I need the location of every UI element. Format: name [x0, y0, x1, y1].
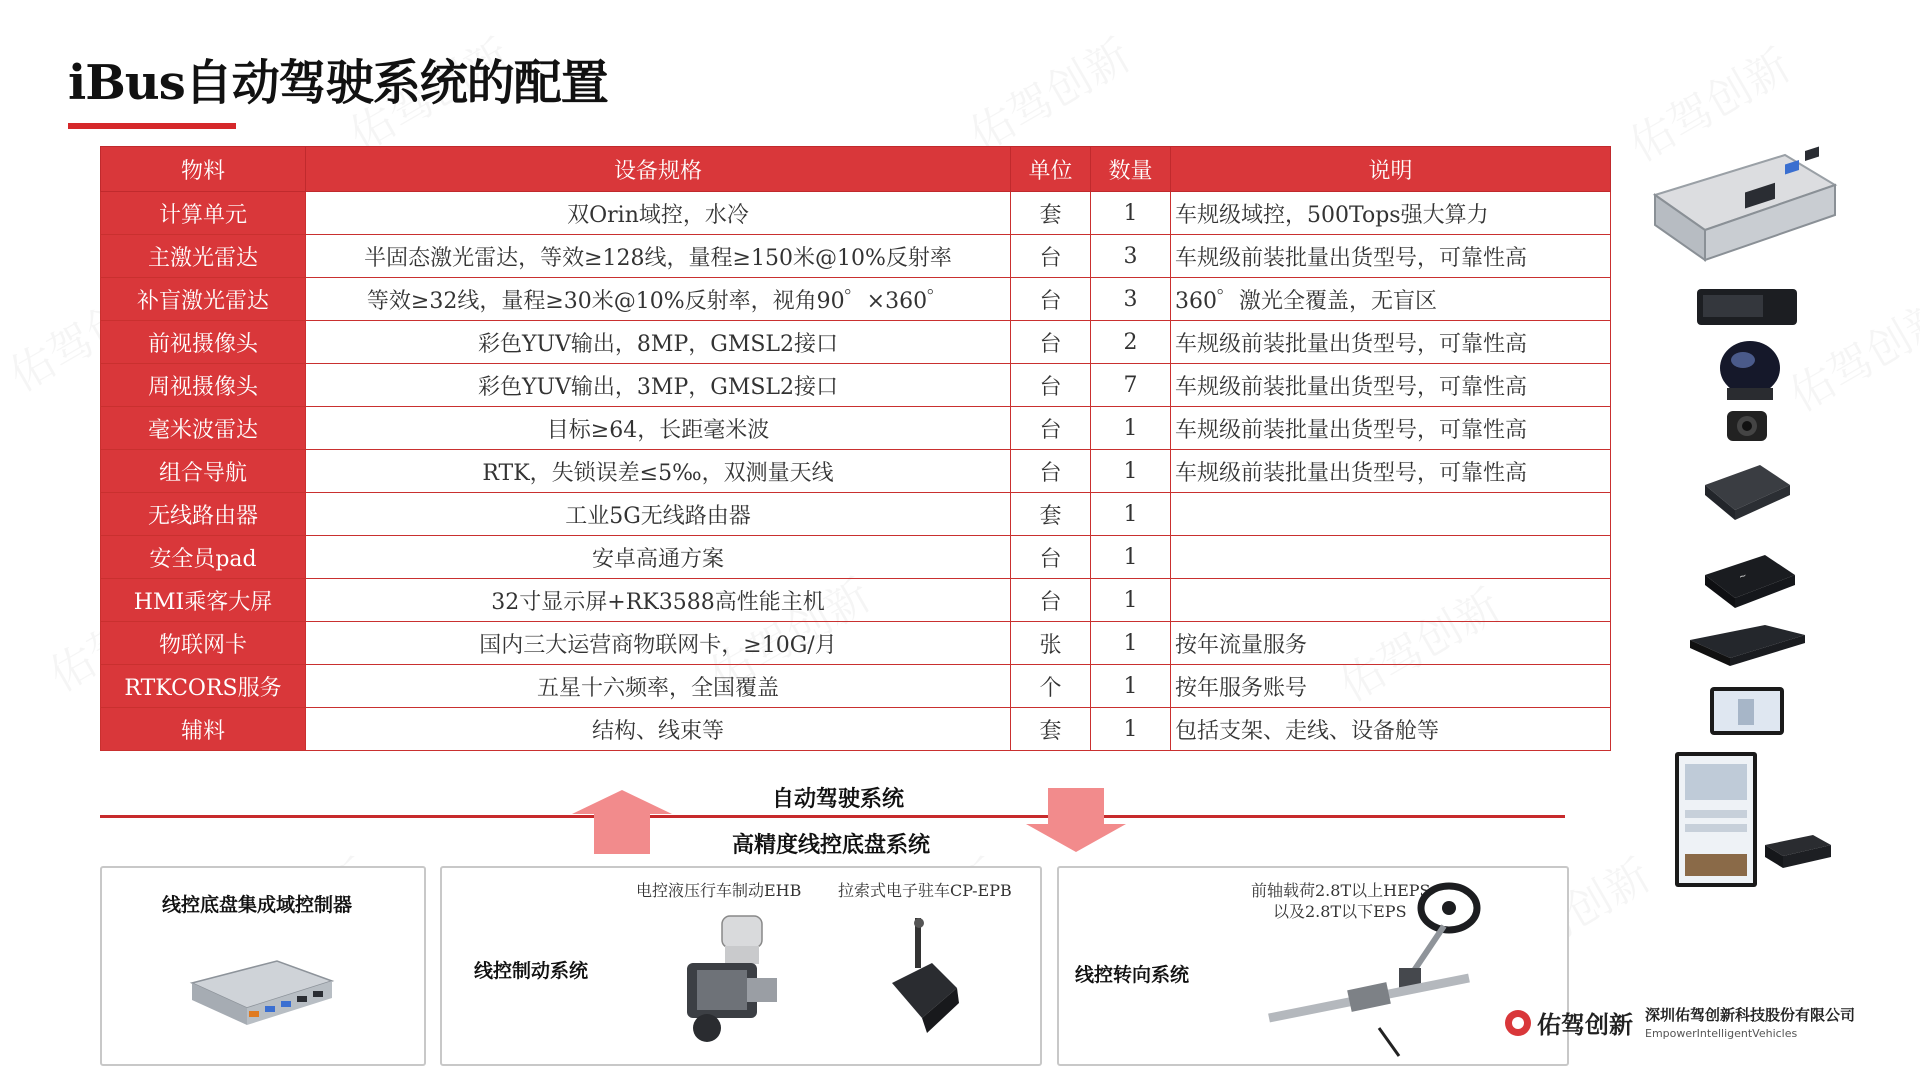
autonomous-system-label: 自动驾驶系统 [772, 787, 905, 812]
spec-cell: 五星十六频率，全国覆盖 [306, 665, 1011, 708]
spec-cell: 双Orin域控，水冷 [306, 192, 1011, 235]
table-row [101, 665, 1611, 708]
brand-logo [1505, 1005, 1633, 1040]
header-desc: 说明 [1171, 147, 1611, 192]
company-name-en: EmpowerIntelligentVehicles [1645, 1027, 1798, 1040]
chassis-domain-controller-box [100, 866, 426, 1066]
table-row [101, 493, 1611, 536]
svg-text:~: ~ [1737, 571, 1749, 583]
table-row [101, 407, 1611, 450]
desc-cell: 360゜激光全覆盖，无盲区 [1171, 278, 1611, 321]
table-row [101, 321, 1611, 364]
qty-cell: 7 [1091, 364, 1171, 407]
spec-cell: RTK，失锁误差≤5‰，双测量天线 [306, 450, 1011, 493]
steering-system-title: 线控转向系统 [1075, 964, 1190, 986]
unit-cell: 套 [1011, 192, 1091, 235]
qty-cell: 1 [1091, 708, 1171, 751]
material-cell: HMI乘客大屏 [101, 579, 306, 622]
material-cell: 物联网卡 [101, 622, 306, 665]
spec-cell: 32寸显示屏+RK3588高性能主机 [306, 579, 1011, 622]
heps-label: 前轴载荷2.8T以上HEPS [1251, 881, 1431, 900]
title-underline [68, 123, 236, 129]
arrow-up-icon [572, 790, 672, 854]
brake-system-box [440, 866, 1042, 1066]
spec-cell: 国内三大运营商物联网卡，≥10G/月 [306, 622, 1011, 665]
table-row [101, 536, 1611, 579]
spec-cell: 彩色YUV输出，3MP，GMSL2接口 [306, 364, 1011, 407]
unit-cell: 套 [1011, 708, 1091, 751]
desc-cell: 车规级前装批量出货型号，可靠性高 [1171, 321, 1611, 364]
unit-cell: 套 [1011, 493, 1091, 536]
blind-lidar-image [1715, 338, 1785, 403]
desc-cell: 按年服务账号 [1171, 665, 1611, 708]
material-cell: 安全员pad [101, 536, 306, 579]
spec-cell: 安卓高通方案 [306, 536, 1011, 579]
header-qty: 数量 [1091, 147, 1171, 192]
company-info [1645, 1004, 1855, 1040]
material-cell: 主激光雷达 [101, 235, 306, 278]
table-row [101, 450, 1611, 493]
system-divider [100, 815, 1565, 818]
qty-cell: 1 [1091, 192, 1171, 235]
table-row [101, 708, 1611, 751]
unit-cell: 个 [1011, 665, 1091, 708]
spec-cell: 等效≥32线，量程≥30米@10%反射率，视角90゜×360゜ [306, 278, 1011, 321]
unit-cell: 台 [1011, 364, 1091, 407]
desc-cell: 车规级前装批量出货型号，可靠性高 [1171, 235, 1611, 278]
unit-cell: 台 [1011, 579, 1091, 622]
unit-cell: 台 [1011, 407, 1091, 450]
safety-pad-image [1708, 685, 1786, 737]
steering-image [1259, 878, 1489, 1058]
material-cell: 前视摄像头 [101, 321, 306, 364]
material-cell: 计算单元 [101, 192, 306, 235]
unit-cell: 台 [1011, 450, 1091, 493]
table-row [101, 278, 1611, 321]
eps-label: 以及2.8T以下EPS [1273, 902, 1407, 921]
qty-cell: 1 [1091, 622, 1171, 665]
material-cell: 毫米波雷达 [101, 407, 306, 450]
hmi-screen-image [1673, 750, 1833, 890]
epb-label: 拉索式电子驻车CP-EPB [838, 881, 1012, 900]
material-cell: 组合导航 [101, 450, 306, 493]
logo-icon [1505, 1010, 1531, 1036]
table-row [101, 579, 1611, 622]
qty-cell: 1 [1091, 407, 1171, 450]
router-image [1700, 550, 1800, 610]
chassis-domain-controller-title: 线控底盘集成域控制器 [162, 894, 353, 916]
table-header-row [101, 147, 1611, 192]
navigation-box-image [1685, 620, 1810, 670]
main-lidar-image [1695, 285, 1800, 330]
material-cell: 辅料 [101, 708, 306, 751]
desc-cell: 车规级前装批量出货型号，可靠性高 [1171, 407, 1611, 450]
header-spec: 设备规格 [306, 147, 1011, 192]
unit-cell: 台 [1011, 235, 1091, 278]
material-cell: 补盲激光雷达 [101, 278, 306, 321]
spec-cell: 结构、线束等 [306, 708, 1011, 751]
page-title: iBus自动驾驶系统的配置 [68, 55, 608, 111]
qty-cell: 1 [1091, 536, 1171, 579]
qty-cell: 1 [1091, 450, 1171, 493]
desc-cell [1171, 493, 1611, 536]
unit-cell: 台 [1011, 536, 1091, 579]
qty-cell: 1 [1091, 579, 1171, 622]
spec-cell: 工业5G无线路由器 [306, 493, 1011, 536]
domain-controller-image [1645, 145, 1845, 270]
header-material: 物料 [101, 147, 306, 192]
spec-cell: 半固态激光雷达，等效≥128线，量程≥150米@10%反射率 [306, 235, 1011, 278]
ehb-label: 电控液压行车制动EHB [636, 881, 802, 900]
logo-text: 佑驾创新 [1537, 1011, 1633, 1039]
desc-cell [1171, 579, 1611, 622]
desc-cell [1171, 536, 1611, 579]
front-camera-image [1722, 405, 1772, 447]
spec-table [100, 146, 1611, 751]
table-row [101, 622, 1611, 665]
company-name-cn: 深圳佑驾创新科技股份有限公司 [1645, 1006, 1856, 1024]
desc-cell: 车规级域控，500Tops强大算力 [1171, 192, 1611, 235]
epb-image [877, 913, 977, 1043]
spec-cell: 彩色YUV输出，8MP，GMSL2接口 [306, 321, 1011, 364]
qty-cell: 1 [1091, 493, 1171, 536]
chassis-system-label: 高精度线控底盘系统 [732, 833, 931, 858]
unit-cell: 台 [1011, 321, 1091, 364]
qty-cell: 2 [1091, 321, 1171, 364]
header-unit: 单位 [1011, 147, 1091, 192]
spec-cell: 目标≥64，长距毫米波 [306, 407, 1011, 450]
unit-cell: 张 [1011, 622, 1091, 665]
material-cell: 无线路由器 [101, 493, 306, 536]
unit-cell: 台 [1011, 278, 1091, 321]
qty-cell: 3 [1091, 235, 1171, 278]
material-cell: RTKCORS服务 [101, 665, 306, 708]
table-row [101, 364, 1611, 407]
desc-cell: 包括支架、走线、设备舱等 [1171, 708, 1611, 751]
qty-cell: 3 [1091, 278, 1171, 321]
chassis-controller-image [187, 953, 337, 1033]
watermark [956, 20, 1140, 163]
qty-cell: 1 [1091, 665, 1171, 708]
desc-cell: 车规级前装批量出货型号，可靠性高 [1171, 364, 1611, 407]
ehb-image [667, 908, 787, 1048]
desc-cell: 车规级前装批量出货型号，可靠性高 [1171, 450, 1611, 493]
table-row [101, 192, 1611, 235]
material-cell: 周视摄像头 [101, 364, 306, 407]
radar-image [1700, 460, 1795, 525]
desc-cell: 按年流量服务 [1171, 622, 1611, 665]
steering-system-box [1057, 866, 1569, 1066]
table-row [101, 235, 1611, 278]
arrow-down-icon [1026, 788, 1126, 852]
brake-system-title: 线控制动系统 [474, 960, 589, 982]
